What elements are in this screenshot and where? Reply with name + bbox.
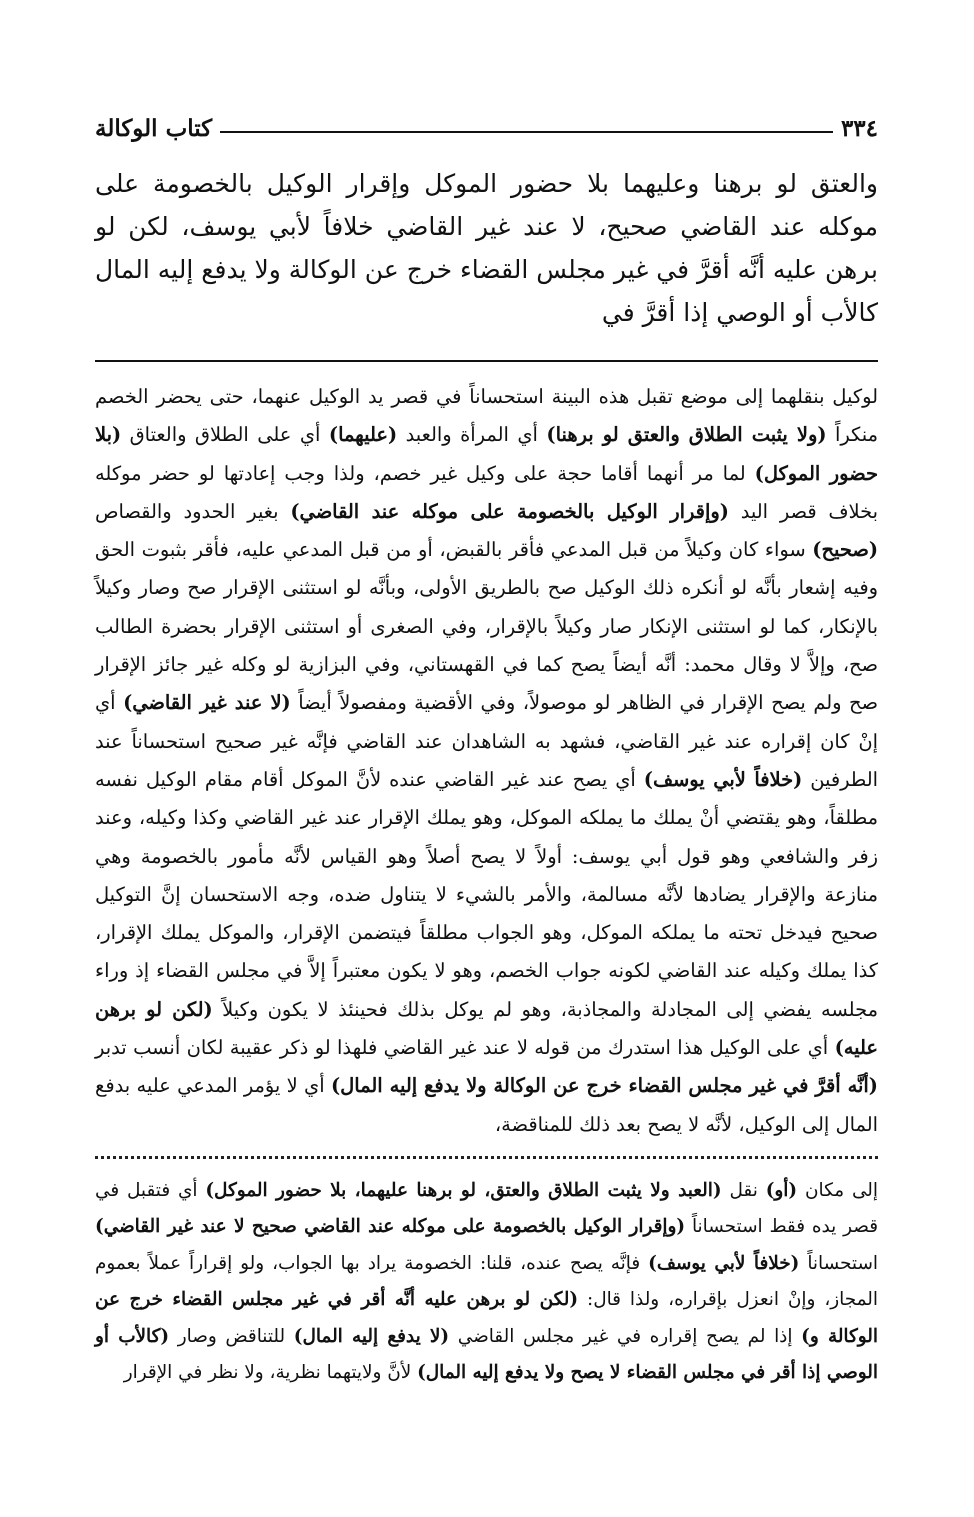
text-segment: سواء كان وكيلاً من قبل المدعي فأقر بالقبض، أو من قبل المدعي عليه، فأقر بثبوت الحق وفيه إشعار بأنَّه لو أنكره ذلك الوكيل صح بالطريق الأولى، وبأنَّه لو استثنى الإقرار صح وصار وكيلاً بالإنكار، كما لو استثنى الإنكار صار وكيلاً بالإقرار، وفي الصغرى أو استثنى الإقرار بحضرة الطالب صح، وإلاَّ لا وقال محمد: أنَّه أيضاً يصح كما في القهستاني، وفي البزازية لو وكله غير جائز الإقرار صح ولم يصح الإقرار في الظاهر لو موصولاً، وفي الأقضية ومفصولاً أيضاً: [95, 538, 878, 715]
bold-segment: (خلافاً لأبي يوسف): [643, 767, 803, 791]
commentary-text: [95, 378, 878, 1144]
text-segment: أي لا يؤمر المدعي عليه بدفع المال إلى الوكيل، لأنَّه لا يصح بعد ذلك للمناقضة،: [95, 1074, 878, 1136]
main-text: والعتق لو برهنا وعليهما بلا حضور الموكل وإقرار الوكيل بالخصومة على موكله عند القاضي صحيح، لا عند غير القاضي خلافاً لأبي يوسف، لكن لو برهن عليه أنَّه أقرَّ في غير مجلس القضاء خرج عن الوكالة ولا يدفع إليه المال كالأب أو الوصي إذا أقرَّ في: [95, 169, 878, 327]
text-segment: استحساناً: [799, 1252, 878, 1274]
header-rule: [220, 131, 833, 133]
bold-segment: (لا يدفع إليه المال): [293, 1325, 450, 1347]
text-segment: إذا لم يصح إقراره في غير مجلس القاضي: [449, 1325, 802, 1347]
text-segment: أي على الوكيل هذا استدرك من قوله لا عند غير القاضي فلهذا لو ذكر عقيبة لكان أنسب تدبر: [95, 1036, 835, 1060]
bold-segment: (ولا يثبت الطلاق والعتق لو برهنا): [546, 423, 827, 447]
text-segment: بغير الحدود والقصاص: [95, 499, 291, 523]
bold-segment: (بلا حضور الموكل): [95, 423, 878, 485]
text-segment: أي إنْ كان إقراره عند غير القاضي، فشهد به الشاهدان عند القاضي فإنَّه غير صحيح استحساناً عند الطرفين: [95, 691, 879, 791]
text-segment: أي يصح عند غير القاضي عنده لأنَّ الموكل أقام مقام الوكيل نفسه مطلقاً، وهو يقتضي أنْ يملك ما يملكه الموكل، وهو يملك الإقرار عند غير القاضي وكذا وكيله، وعند زفر والشافعي وهو قول أبي يوسف: أولاً لا يصح أصلاً وهو القياس لأنَّه مأمور بالخصومة وهي منازعة والإقرار يضادها لأنَّه مسالمة، والأمر بالشيء لا يتناول ضده، وجه الاستحسان إنَّ التوكيل صحيح فيدخل تحته ما يملكه الموكل، وهو الجواب مطلقاً فيتضمن الإقرار، والموكل يملك الإقرار، كذا يملك وكيله عند القاضي لكونه جواب الخصم، وهو لا يكون معتبراً إلاَّ في مجلس القضاء إذ وراء مجلسه يفضي إلى المجادلة والمجاذبة، وهو لم يوكل بذلك فحينئذ لا يكون وكيلاً: [95, 767, 878, 1021]
book-title: كتاب الوكالة: [95, 115, 213, 142]
bold-segment: (صحيح): [812, 538, 878, 562]
bold-segment: (عليهما): [328, 423, 398, 447]
book-page: [95, 96, 878, 1392]
text-segment: للتناقض وصار: [169, 1325, 294, 1347]
text-segment: لما مر أنهما أقاما حجة على وكيل غير خصم، ولذا وجب إعادتها لو حضر موكله بخلاف قصر اليد: [95, 461, 879, 523]
bold-segment: (لا عند غير القاضي): [123, 691, 291, 715]
bold-segment: (أو): [765, 1179, 798, 1201]
bold-segment: (وإقرار الوكيل بالخصومة على موكله عند القاضي صحيح لا عند غير القاضي): [95, 1216, 686, 1238]
text-segment: نقل: [721, 1179, 766, 1201]
bold-segment: (خلافاً لأبي يوسف): [648, 1252, 800, 1274]
main-separator: [95, 360, 878, 362]
bold-segment: (وإقرار الوكيل بالخصومة على موكله عند القاضي): [290, 499, 729, 523]
page-number: ٣٣٤: [840, 115, 878, 142]
text-segment: أي فتقبل في قصر يده فقط استحساناً: [95, 1179, 878, 1238]
footnote-text: [95, 1173, 878, 1392]
bold-segment: (لكن لو برهن عليه): [95, 997, 878, 1060]
bold-segment: (العبد ولا يثبت الطلاق والعتق، لو برهنا عليهما، بلا حضور الموكل): [205, 1179, 722, 1201]
bold-segment: (أنَّه أقرَّ في غير مجلس القضاء خرج عن الوكالة ولا يدفع إليه المال): [330, 1074, 878, 1098]
text-segment: لوكيل بنقلهما إلى موضع تقبل هذه البينة استحساناً في قصر يد الوكيل عنهما، حتى يحضر الخصم منكراً: [95, 385, 879, 447]
text-segment: أي على الطلاق والعتاق: [121, 423, 329, 447]
dotted-separator: [95, 1156, 878, 1159]
text-segment: فإنَّه يصح عنده، قلنا: الخصومة يراد بها الجواب، ولو إقراراً عملاً بعموم المجاز، وإنْ انعزل بإقراره، ولذا قال:: [95, 1252, 878, 1311]
page-header: [95, 96, 878, 142]
text-segment: لأنَّ ولايتهما نظرية، ولا نظر في الإقرار: [123, 1362, 418, 1384]
text-segment: إلى مكان: [797, 1179, 878, 1201]
bold-segment: (لكن لو برهن عليه أنَّه أقر في غير مجلس القضاء خرج عن الوكالة و): [95, 1289, 878, 1347]
text-segment: أي المرأة والعبد: [397, 423, 547, 447]
bold-segment: (كالأب أو الوصي إذا أقر في مجلس القضاء لا يصح ولا يدفع إليه المال): [95, 1325, 878, 1384]
